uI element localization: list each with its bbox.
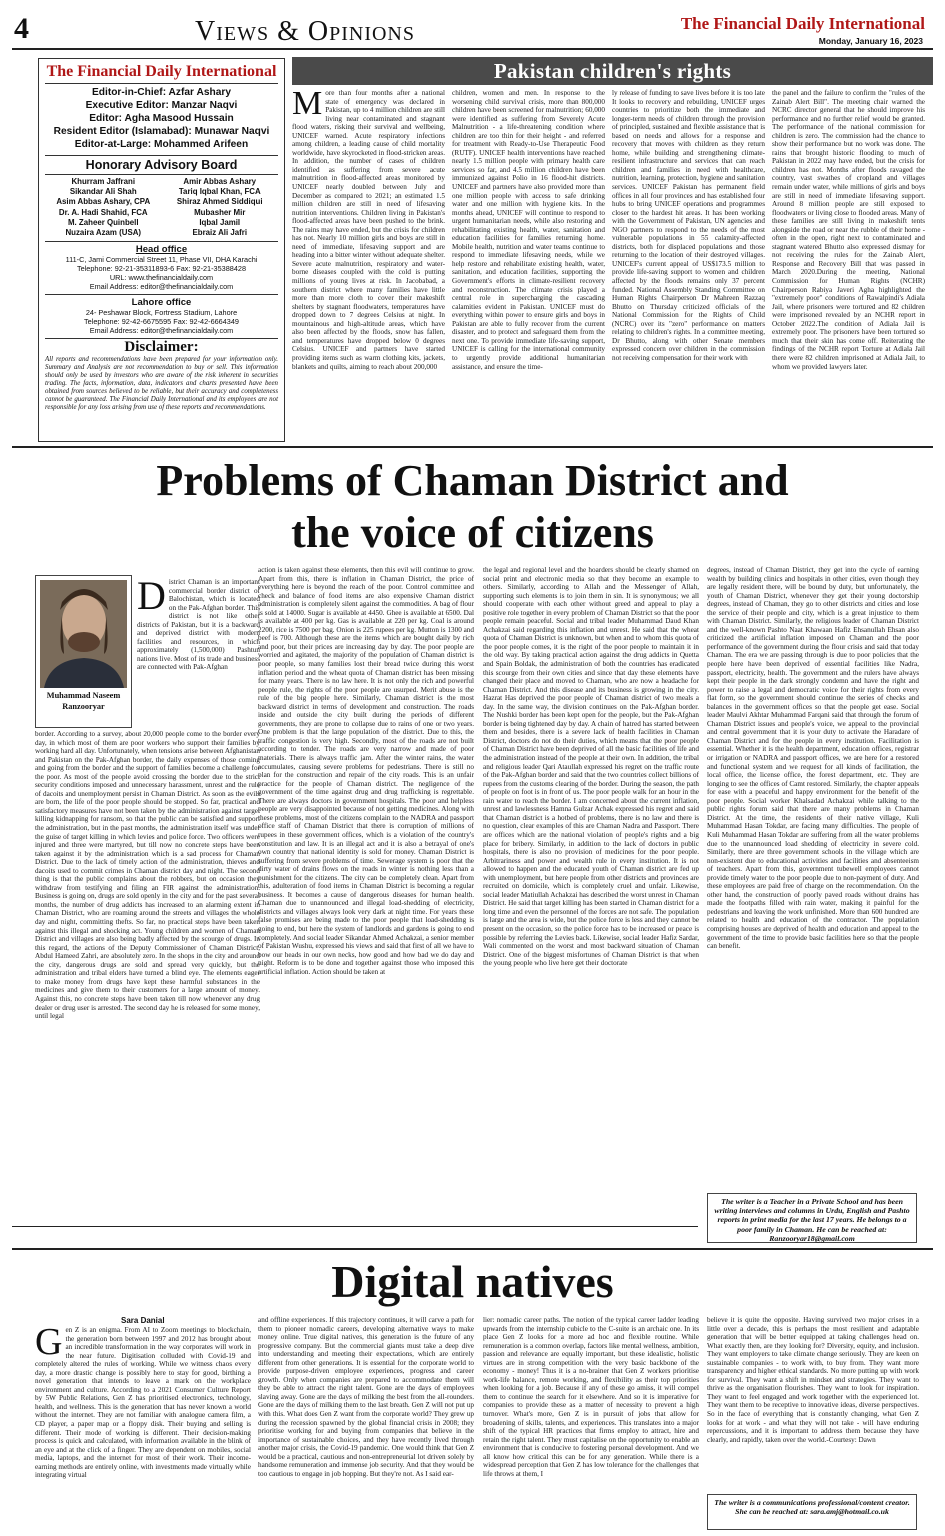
masthead-brand: The Financial Daily International bbox=[46, 63, 277, 80]
article2-author-note: The writer is a Teacher in a Private School and has been writing interviews and columns in Urdu, English and Pashto reports in print media for the last 17 years. He belongs to a poor family in Chaman. He can be reached at: Ranzooryar18@gmail.com bbox=[707, 1193, 917, 1243]
advisor-name: Nuzaira Azam (USA) bbox=[65, 228, 142, 238]
article1-column bbox=[452, 89, 605, 441]
advisor-name: M. Zaheer Quinbell bbox=[67, 217, 139, 227]
author-photo bbox=[40, 580, 127, 688]
section-divider bbox=[12, 446, 933, 448]
page-number: 4 bbox=[14, 12, 29, 45]
article3-column bbox=[35, 1326, 251, 1532]
advisor-name: Dr. A. Hadi Shahid, FCA bbox=[58, 207, 148, 217]
head-office-title: Head office bbox=[45, 241, 278, 255]
author-name: Muhammad Naseem Ranzooryar bbox=[46, 691, 121, 711]
article-text: border. According to a survey, about 20,000 people come to the border every day, in which most of them are poor workers who support their families by working hard all day. Unfortunately, when tensions arise between Afghanistan and Pakistan on the Pak-Afghan border, the daily expenses of those coming and going from the border and the support of families become a challenge for the poor. As most of the people avoid crossing the border due to the strict security conditions imposed and unnecessary harassment, unrest and the rule of dacoits and unemployment persist in Chaman District. As soon as the evils are born, the life of the poor people should be stopped. So far, practical and satisfactory measures have not been taken by the administration against target killing kidnapping for ransom, so that the public can be satisfied and support the administration, but in the past months, the administration itself was under the guise of target killing in which levies and police force. Two officers were injured and three were martyred, but till now no concrete steps have been taken against it by the administration which is a sad process for Chaman District. Due to the lack of timely action of the administration, thieves and dacoits used to commit crimes in Chaman district day and night. The second thing is that the public complains about the robbers, but on occasion they withdraw from testifying and filing an FIR against the administration. Business is going on, drugs are sold openly in the city and for the past several months, the number of drug addicts has increased to an alarming extent in Chaman District, who are roaming around the streets and villages the whole day and night, committing thefts. So far, no practical steps have been taken against this illegal and shocking act. Young children and women of Chaman District and villages are also being badly affected by the scourge of drugs. In this regard, the actions of the Deputy Commissioner of Chaman District, Abdul Hameed Zahri, are absolutely zero. In the shops in the city and around the city, dangerous drugs are sold and spread very quickly, but the administration and tribal elders have turned a blind eye. The elements eager to make money from drugs have kept these harmful substances in the medicines and give them to their customers for a large amount of money. Against this, no concrete steps have been taken till now whenever any drug dealer or drug user is arrested. The second day he is released for some money, until legal bbox=[35, 730, 260, 1021]
article-text: ly release of funding to save lives before it is too late It looks to recovery and rebuilding, UNICEF urges countries to prioritize both the immediate and longer-term needs of children through the provision of principled, sustained and flexible assistance that is based on needs and allows for a response and recovery that moves with children as they return home, while building and strengthening climate-resilient infrastructure and services that can reach children and families in need with healthcare, nutrition, learning, protection, hygiene and sanitation services. UNICEF Pakistan has permanent field offices in all four provinces and has established four hubs to bring UNICEF operations and programmes closer to the hardest hit areas. It has been working with the Government of Pakistan, UN agencies and NGO partners to respond to the needs of the most vulnerable populations in 55 calamity-affected districts, both for displaced populations and those returning to the location of their destroyed villages. UNICEF's current appeal of US$173.5 million to provide life-saving support to women and children affected by the floods remains only 37 percent funded. National Assembly Standing Committee on Human Rights Chairperson Dr Mahreen Razzaq Bhutto on Thursday criticized officials of the National Commission for the Rights of Child (NCRC) over its "zero" performance on matters relating to children's rights. In a committee meeting, Dr Bhutto, along with other Senate members expressed concern over children in the commission not receiving compensation for their work with bbox=[612, 89, 765, 362]
editor-line: Executive Editor: Manzar Naqvi bbox=[85, 100, 238, 111]
article2-column bbox=[258, 566, 474, 1192]
article3-column bbox=[483, 1316, 699, 1532]
article-text: children, women and men. In response to the worsening child survival crisis, more than 800,000 children have been screened for malnutrition; 60,000 were identified as suffering from Severely Acute Malnutrition - a life-threatening condition where children are too thin for their height - and referred for treatment with Ready-to-Use Therapeutic Food (RUTF). UNICEF health interventions have reached nearly 1.5 million people with primary health care services so far, and 4.5 million children have been immunized against Polio in 16 flood-hit districts. UNICEF and partners have also provided more than one million people with access to safe drinking water and one million with hygiene kits. In the months ahead, UNICEF will continue to respond to urgent humanitarian needs, while also restoring and rehabilitating existing health, water, sanitation and education facilities for families returning home. Mobile health, nutrition and water teams continue to respond to immediate lifesaving needs, while we help restore and rehabilitate existing health, water, sanitation, and education facilities, supporting the Government's efforts in climate-resilient recovery and reconstruction. The climate crisis played a central role in supercharging the cascading calamities evident in Pakistan. UNICEF must do everything within power to ensure girls and boys in Pakistan are able to fully recover from the current disaster, and to protect and safeguard them from the next one. To provide immediate life-saving support, UNICEF is calling for the international community to urgently provide additional humanitarian assistance, and ensure the time- bbox=[452, 89, 605, 371]
head-office-line: Telephone: 92-21-35311893-6 Fax: 92-21-35388428 bbox=[76, 264, 247, 274]
advisor-name: Khurram Jaffrani bbox=[71, 177, 136, 186]
issue-date: Monday, January 16, 2023 bbox=[818, 36, 923, 46]
advisor-name: Tariq Iqbal Khan, FCA bbox=[178, 187, 261, 197]
article-text: action is taken against these elements, then this evil will continue to grow. Apart from this, there is inflation in Chaman District, the price of everything here is beyond the reach of the poor. Control committee and check and balance of food items are also expensive Chaman district administration is completely silent against the commodities. A bag of flour is sold at 14000. Sugar is available at 4450. Ghee is available at 6500. Dal is available at 400 per kg. Gas is available at 220 per kg. Coal is around 2200, rice is 7500 per bag. Onion is 225 rupees per kg. Mutton is 1300 and beef is 700. Although these are the items which are bought daily by rich and poor, but their prices are increasing day by day. The poor people are worried and agitated, the majority of the population of Chaman district is poor people, so many families lost their bread twice during this worst inflation period and the wheat quota of Chaman district has been missing for many years. There is no law here. It is not only the rich and powerful people rule, the rights of the poor people are usurped. Merit abuse is the rule of the big people here. Similarly, Chaman district is the most backward district in terms of development and construction. The roads inside and outside the city built during the periods of different governments, they are prone to collapse due to rains of one or two years. One problem is that the large population of the district. Due to this, the traffic congestion is very high. Secondly, most of the roads are not built according to tender. The roads are very narrow and made of poor materials. There is always traffic jam. After the winter rains, the water accumulates, causing severe problems for pedestrians. There is still no plan for the construction and repair of the city roads. This is an unfair practice for the people of Chaman district. The negligence of the government of the time against drug and drug trafficking is regrettable. There are always doctors in government hospitals. The poor and helpless people are very disappointed because of not getting medicines. Along with these problems, most of the citizens complain to the NADRA and passport office staff of Chaman District that there is corruption of millions of rupees in these government offices, which is a violation of the country's constitution and law. It is an illegal act and it is also a betrayal of one's own country that national identity is sold for money. Chaman District is suffering from severe problems of time. Sewerage system is poor that the dirty water of drains flows on the roads in winter is nothing less than a punishment for the citizens. The city can be completely clean. Apart from this, adulteration of food items in Chaman District is becoming a regular business. It becomes a cause of dangerous diseases for human health. Chaman due to unannounced and illegal load-shedding of electricity, districts and villages always look very dark at night time. For years these false promises are being made to the poor people that load-shedding is going to end, but here the system of landlords and gardens is going to end completely. And social leader Sikandar Ahmed Achakzai, a senior member of Pakistan Wushu, expressed his views and said that first of all we have to bow our heads in our own necks, how good and how bad we do day and night. Reform is to be done and together against those who imposed this artificial inflation. Action should be taken at bbox=[258, 566, 474, 976]
article3-author-note: The writer is a communications professional/content creator. She can be reached at: sara.amj@hotmail.co.uk bbox=[707, 1494, 917, 1530]
header-brand: The Financial Daily International bbox=[680, 14, 925, 33]
dropcap: D bbox=[137, 578, 166, 618]
article1-column bbox=[292, 89, 445, 441]
section-divider bbox=[12, 1226, 698, 1227]
masthead-box bbox=[38, 58, 285, 442]
article-text: the panel and the failure to confirm the "rules of the Zainab Alert Bill". The meeting chair warned the NCRC director general that he should improve his performance and no further relief would be granted. The performance of the national commission for children is zero. The commission had the chance to show their performance but no work was done. The rains that brought historic flooding to much of Pakistan in 2022 may have ended, but the crisis for children has not. Months after floods ravaged the country, vast swathes of cropland and villages remain under water, while millions of girls and boys are still in need of immediate lifesaving support. Around 8 million people are still exposed to floodwaters or living close to flooded areas. Many of these families are still living in makeshift tents alongside the road or near the rubble of their home - often in the open, right next to contaminated and stagnant watered Bhutto also expressed dismay for not receiving the rules for the Zainab Alert, Response and Recovery Bill that was passed in March 2020.During the meeting, National Commission for Human Rights (NCHR) Chairperson Rabiya Javeri Agha highlighted the "extremely poor" conditions of Rawalpindi's Adiala Jail, where prisoners were tortured and 82 children were imprisoned revealed by an NCHR report in October 2022.The condition of Adiala Jail is extremely poor. The prisoners have been tortured so much that their skin has come off. Reiterating the findings of the NCHR report Torture at Adiala Jail there were 82 children imprisoned at Adiala Jail, to whom we provided lawyers later. bbox=[772, 89, 925, 371]
article3-column bbox=[707, 1316, 919, 1492]
article-text: and offline experiences. If this trajectory continues, it will carve a path for them to pioneer nomadic careers, developing alternative ways to make money online. True digital natives, this generation is the future of any progressive company. But the commercial giants must take a deep dive into understanding and meeting their expectations, which are entirely different from other generations. It is essential for the corporate world to provide purpose-driven employee experiences, progress and career growth. Only when companies are prepared to accommodate them will they be able to attract the right talent. Gone are the days of employees slaving away. Gone are the days of milking the best from the all-rounders. Gone are the days of milking them to the last breath. Gen Z will not put up with this. What does Gen Z want from the corporate world? They grew up during the recession spawned by the global financial crisis in 2008; they prioritise working for and buying from companies that believe in the importance of sustainable choices, and they have recently lived through another major crisis, the Covid-19 pandemic. One would think that Gen Z would be a practical, cautious and non-entrepreneurial lot driven solely by handsome remuneration and immense job security. And that they would be too cautious to engage in job hopping. But they're not. As I said ear- bbox=[258, 1316, 474, 1478]
article2-column bbox=[707, 566, 919, 1188]
author-portrait-icon bbox=[40, 580, 127, 688]
article1-column bbox=[612, 89, 765, 441]
advisor-name: Iqbal Jamil bbox=[199, 217, 241, 227]
article3-column bbox=[258, 1316, 474, 1532]
advisor-name: Ebraiz Ali Jafri bbox=[192, 228, 248, 238]
lahore-office-line: 24- Peshawar Block, Fortress Stadium, Lahore bbox=[85, 308, 238, 318]
head-office-line: 111-C, Jami Commercial Street 11, Phase VII, DHA Karachi bbox=[65, 255, 258, 265]
advisory-title: Honorary Advisory Board bbox=[45, 155, 278, 175]
article1-title: Pakistan children's rights bbox=[292, 57, 933, 85]
article2-column bbox=[35, 730, 260, 1192]
advisor-name: Amir Abbas Ashary bbox=[183, 177, 257, 186]
article2-column bbox=[483, 566, 699, 1192]
header-rule bbox=[12, 48, 933, 50]
editor-line: Editor-in-Chief: Azfar Ashary bbox=[91, 87, 232, 98]
editor-line: Editor-at-Large: Mohammed Arifeen bbox=[74, 139, 249, 150]
article2-title-line2: the voice of citizens bbox=[291, 508, 654, 557]
head-office-url[interactable]: URL: www.thefinancialdaily.com bbox=[109, 273, 214, 283]
lahore-office-title: Lahore office bbox=[45, 294, 278, 308]
article2-intro bbox=[137, 578, 260, 730]
advisor-name: Mubasher Mir bbox=[194, 207, 246, 217]
head-office-email[interactable]: Email Address: editor@thefinancialdaily.com bbox=[89, 282, 234, 292]
article2-title-line1: Problems of Chaman District and bbox=[156, 456, 789, 505]
editor-line: Resident Editor (Islamabad): Munawar Naqvi bbox=[53, 126, 270, 137]
article-text: lier: nomadic career paths. The notion of the typical career ladder leading upwards from the internship cubicle to the C-suite is an archaic one. In its place Gen Z looks for a more ad hoc and flexible routine. While remuneration is a common overlap, factors like mental wellness, ambition, passion and relevance are equally important, but these idealistic, holistic virtues are in strong competition with the very basic backbone of the economy - money! Thus it is a no-brainer that Gen Z workers prioritise work-life balance, remote working, and flexibility as their top priorities when looking for a job. Because if any of these go amiss, it will compel them to continue the search for it elsewhere. And so it is imperative for companies to provide these as a matter of necessity to prevent a high turnover. What's more, Gen Z is in pursuit of jobs that allow for broadening of skills, talents, and experiences. This translates into a major shift of the typical HR practices that firms employ to attract, hire and retain the right talent. They must capitalise on the opportunity to enable an environment that is conducive to fostering personal development. And we all know how critical this can be for any generation. While there is a widespread perception that Gen Z has low tolerance for the challenges that life throws at them, I bbox=[483, 1316, 699, 1478]
author-box bbox=[35, 575, 132, 728]
section-title: Views & Opinions bbox=[195, 16, 415, 47]
lahore-office-line: Telephone: 92-42-6675595 Fax: 92-42-6664349 bbox=[84, 317, 239, 327]
disclaimer-text: All reports and recommendations have been prepared for your information only. Summary and Analysis are not recommendation to buy or sell. This information should only be used by investors who are aware of the risk inherent in securities trading. The facts, information, data, indicators and charts presented have been obtained from sources believed to be reliable, but their accuracy and completeness cannot be guaranteed. The Financial Daily International and its employees are not responsible for any loss arising from use of these reports and recommendations. bbox=[45, 356, 278, 412]
advisor-name: Shiraz Ahmed Siddiqui bbox=[176, 197, 263, 207]
article-text: the legal and regional level and the hoarders should be clearly shamed on social print and electronic media so that they become an example to others. Similarly, according to Allah and the Messenger of Allah, supporting such elements is to join them in sin. It is synonymous; we all should cooperate with each other without greed and appeal to play a positive role together in every problem of Chaman District so that the poor people remain peaceful. Social and tribal leader Muhammad Daud Khan Achakzai said regarding this inflation and unrest. He said that the wheat quota of Chaman District is unknown, but when and to whom this quota of the poor people comes, it is the right of the poor people to maintain it in the old way. By taking practical action against the drug addicts in Quetta and Spain Boldak, the administration of both the countries has eradicated this scourge from their own cities and since that day these elements have changed their place and moved to Chaman, who are now a headache for Chaman District. And this disease and its business is growing in the city. Hazrat Has deprived the poor people of Chaman district of two meals a day. In the same way, the division continues on the Pak-Afghan border. The Nushki border has been kept open for the people, but the Pak-Afghan border is being tightened day by day. A chain of hatred has started between them and besides, there is a severe lack of health facilities in Chaman District, doctors do not do their duties, which means that the poor people of Chaman District have been deprived of all the basic facilities of life and the administration instead of the people at their own. In addition, the tribal and religious leader Qari Ataullah expressed his regret on the traffic route of the Pak-Afghan border and said that the two countries collect billions of rupees from the customs clearing of the border. During the season, the path of people on foot is in front of us. The poor people walk for an hour in the rain water to reach the border. I am concerned about the current inflation, unrest and lawlessness Hamna Gulzar Achak expressed his regret and said that Chaman district is a hotbed of problems, there is no law and there is no question, clear examples of this are Chaman Nadra and Passport. There are offices which are the national violation of people's rights and a big place for bribery. Similarly, in addition to the lack of doctors in public hospitals, there is also no provision of medicines for the poor people. Arbitrariness and power and wealth rule in every institution. It is not allowed to happen and the educated youth of Chaman district are fed up with unemployment, but here people from other districts and provinces are recruited on domicile, which is completely cruel and unfair. Likewise, social leader Matiullah Achakzai has described the worst unrest in Chaman District. He said that target killing has been started in Chaman district for a long time and even the personnel of the forces are not safe. The population is large and the area is wide, but the police force is less and they cannot be present on the occasion, so the police force has to be increased or peace is possible by referring the Levies back. Likewise, social leader Hafiz Sardar, Wali commented on the worst and most backward situation of Chaman District. One of the biggest misfortunes of Chaman District is that when the young people who live here get their doctorate bbox=[483, 566, 699, 968]
disclaimer-title: Disclaimer: bbox=[45, 338, 278, 356]
dropcap: G bbox=[35, 1326, 63, 1363]
advisor-name: Asim Abbas Ashary, CPA bbox=[56, 197, 151, 207]
article-text: ore than four months after a national state of emergency was declared in Pakistan, up to 4 million children are still living near contaminated and stagnant flood waters, risking their survival and wellbeing, UNICEF warned. Acute respiratory infections among children, a leading cause of child mortality worldwide, have skyrocketed in flood-stricken areas. In addition, the number of cases of children identified as suffering from severe acute malnutrition in flood-affected areas monitored by UNICEF nearly doubled between July and December as compared to 2021; an estimated 1.5 million children are still in need of lifesaving nutrition interventions. Children living in Pakistan's flood-affected areas have been pushed to the brink. The rains may have ended, but the crisis for children has not. Nearly 10 million girls and boys are still in need of immediate, lifesaving support and are heading into a bitter winter without adequate shelter. Severe acute malnutrition, respiratory and water-borne diseases coupled with the cold is putting millions of young lives at risk. In Jacobabad, a southern district where many families have little more than more cloth to cover their makeshift shelters by stagnant floodwaters, temperatures have dropped down to 7 degrees Celsius at night. In mountainous and high-altitude areas, which have also been affected by the floods, snow has fallen, and temperatures have dropped below 0 degrees Celsius. UNICEF and partners have started providing items such as warm clothing kits, jackets, blankets and quilts, aiming to reach about 200,000 bbox=[292, 89, 445, 371]
article-text: believe it is quite the opposite. Having survived two major crises in a little over a decade, this is perhaps the most resilient and adaptable generation that will be better equipped at taking challenges head on. What exactly then, are they looking for? Diversity, equity, and inclusion. They want employers to take climate change seriously. They are keen on sustainable companies - to work with, to buy from. They want more transparency and higher ethical standards. No more putting up with work for survival. They want a shift in mindset and strategies. They want to thrive as the organisation flourishes. They want to look for inspiration. They want to feel engaged and work together with the experienced lot. They want them to be receptive to innovative ideas, diverse perspectives. So in the face of everything that is constantly changing, what Gen Z looks for at work - and what they will not take - will have enduring repercussions, and it is important to address them because they have clearly, and rapidly, taken over the world.-Courtesy: Dawn bbox=[707, 1316, 919, 1444]
article3-title: Digital natives bbox=[331, 1256, 614, 1307]
dropcap: M bbox=[292, 89, 323, 122]
advisor-name: Sikandar Ali Shah bbox=[69, 187, 137, 197]
article1-column bbox=[772, 89, 925, 441]
section-divider bbox=[12, 1248, 933, 1250]
article3-author: Sara Danial bbox=[121, 1316, 165, 1325]
article-text: istrict Chaman is an important commercial border district of Balochistan, which is located on the Pak-Afghan border. This district is not like other districts of Pakistan, but it is a backward and deprived district with modern facilities and resources, in which approximately (1,500,000) Pashtun nations live. Most of its trade and business are connected with Pak-Afghan bbox=[137, 578, 260, 672]
advisory-list bbox=[45, 177, 278, 238]
lahore-office-email[interactable]: Email Address: editor@thefinancialdaily.com bbox=[89, 326, 234, 336]
editor-line: Editor: Agha Masood Hussain bbox=[89, 113, 234, 124]
article-text: en Z is an enigma. From AI to Zoom meetings to blockchain, the generation born between 1997 and 2012 has brought about an incredible transformation in the way corporates will work in the near future. Digitisation colluded with Covid-19 and completely altered the rules of working. While we witness chaos every day, a more drastic change is possibly here to stay for good, birthing a novel generation that intends to leave a mark on the workplace environment and culture. According to a 2021 Consumer Culture Report by 5W Public Relations, Gen Z has prioritised electronics, technology, health, and wellness. This is the generation that has never known a world without the internet. They are not familiar with analogue camera film, a CD player, a paper map or a floppy disk. Their buying and selling is different. Their mode of working is different. Their decision-making process is quick and calculated, with information available in the blink of an eye and at the click of a finger. They are dependent on mobiles, social media, laptops, and the internet for most of their work. Their income-earning methods are entirely online, with investments made virtually while integrating virtual bbox=[35, 1326, 251, 1480]
article-text: degrees, instead of Chaman District, they get into the cycle of earning wealth by building clinics and hospitals in other cities, even though they are legally resident there, will be bound by duty, but unfortunately, the youth of Chaman District, whenever they get their young doctorship degrees, instead of Chaman, they go to other districts and cities and lose the service of their people and city, which is a great injustice to them with Chaman District. Similarly, the religious leader of Chaman District and the well-known Pashto Naat Khawaan Hafiz Ehsanullah Ehsan also criticized the artificial inflation imposed on Chaman and the poor performance of the government during the flour crisis and said that today Chaman. The era we are passing through is due to poor policies that the people here have been deprived of essential facilities like Nadra, passport, electricity, health. The government and the rulers have always kept their people in the dark strongly condemn and have the right and power to raise a legal and democratic voice for their rights from every flat form, so the government should continue the series of checks and balances in the government offices so that the people get ease. Social leader Maulvi Akhtar Muhammad Farqani said that through the forum of Chaman District issues and people's voice, we appeal to the provincial and central government that it is your duty to activate the Haradare of Chaman District and for the people in every institution. Facilitation is essential. Whether it is the health department, education offices, registrar or irrigation or NADRA and passport offices, we are here for a restored and functional system and we request for all kinds of facilitation, the local office, the license office, the forest department, etc. They are longing to see the offices of Camt restored. Similarly, the chapter appeals for ease with a peaceful and happy environment for the benefit of the poor people. Social worker Khalsadad Achakzai while talking to the public rights forum said that there are many problems in Chaman District. At the time, the residents of their native village, Kuli Muhammad Hasan Tokdar, are facing many difficulties. The people of Kuli Muhammad Hasan Tokdar are suffering from all the water problems due to the unannounced load shedding of electricity in severe cold. Similarly, there are three government schools in the village which are non-existent due to educational activities and facilities and absenteeism of teachers. Apart from this, government tubewell employees cannot provide timely water to the poor people due to non-payment of duty. And these employees are paid free of charge on the recommendation. On the other hand, the construction of poorly paved roads without drains has made the footpaths filled with rain water, making it painful for the pedestrians and leaving the work unfinished. More than 600 hundred are related to health and education of the contractor. The population comprising houses are deprived of health and education and appeal to the government of the time to provide basic facilities here so that the people can benefit. bbox=[707, 566, 919, 951]
